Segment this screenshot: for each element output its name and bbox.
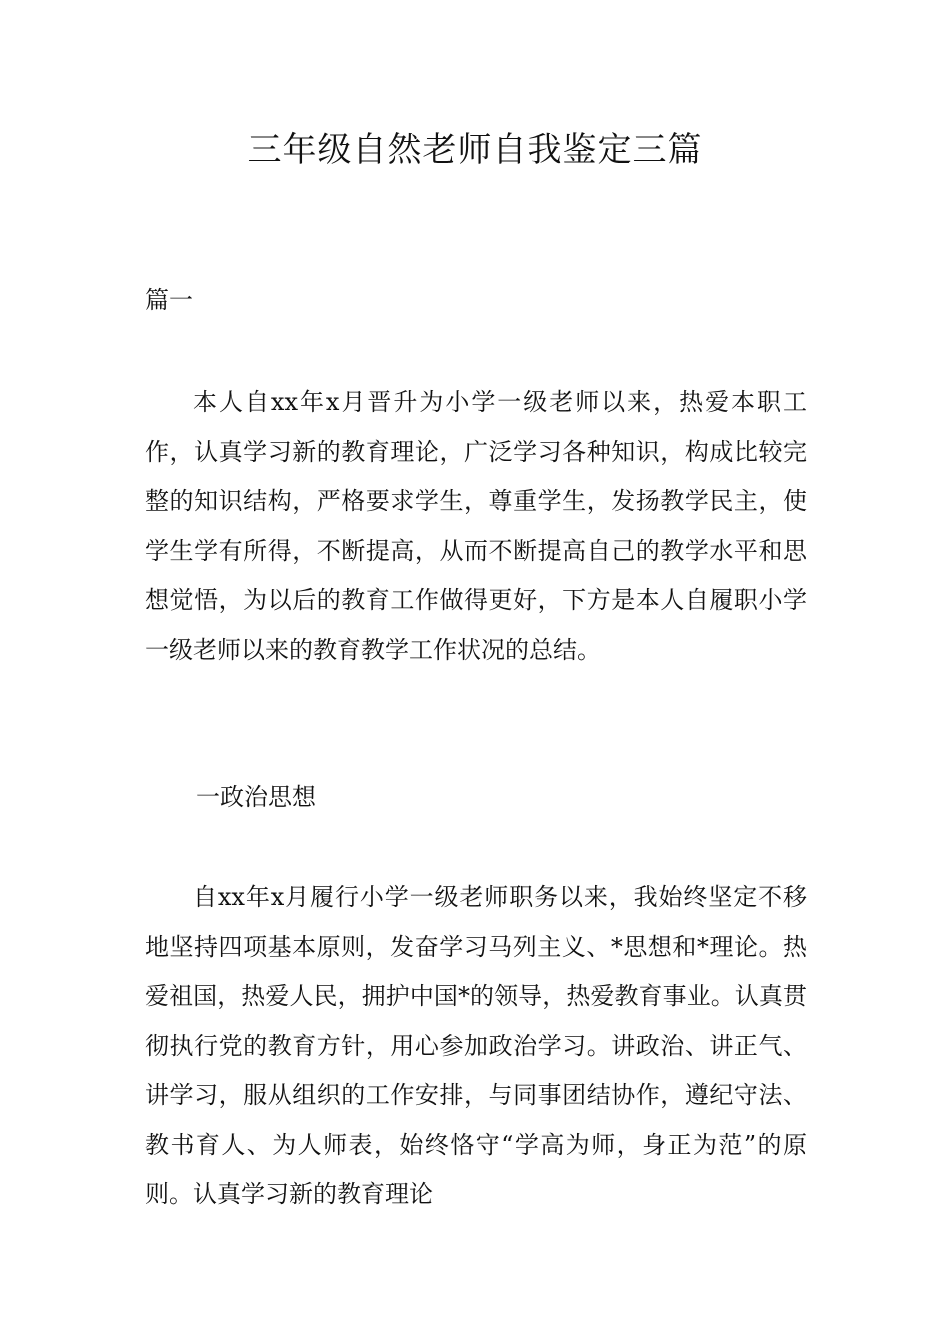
document-title: 三年级自然老师自我鉴定三篇 [247, 130, 703, 170]
subheading-politics: 一政治思想 [196, 783, 316, 811]
section-label: 篇一 [145, 286, 193, 314]
paragraph-politics: 自xx年x月履行小学一级老师职务以来，我始终坚定不移地坚持四项基本原则，发奋学习马列主义、*思想和*理论。热爱祖国，热爱人民，拥护中国*的领导，热爱教育事业。认真贯彻执行党的教育方针，用心参加政治学习。讲政治、讲正气、讲学习，服从组织的工作安排，与同事团结协作，遵纪守法、教书育人、为人师表，始终恪守“学高为师，身正为范”的原则。认真学习新的教育理论 [145, 883, 807, 1208]
paragraph-intro: 本人自xx年x月晋升为小学一级老师以来，热爱本职工作，认真学习新的教育理论，广泛学习各种知识，构成比较完整的知识结构，严格要求学生，尊重学生，发扬教学民主，使学生学有所得，不断提高，从而不断提高自己的教学水平和思想觉悟，为以后的教育工作做得更好，下方是本人自履职小学一级老师以来的教育教学工作状况的总结。 [145, 388, 807, 664]
